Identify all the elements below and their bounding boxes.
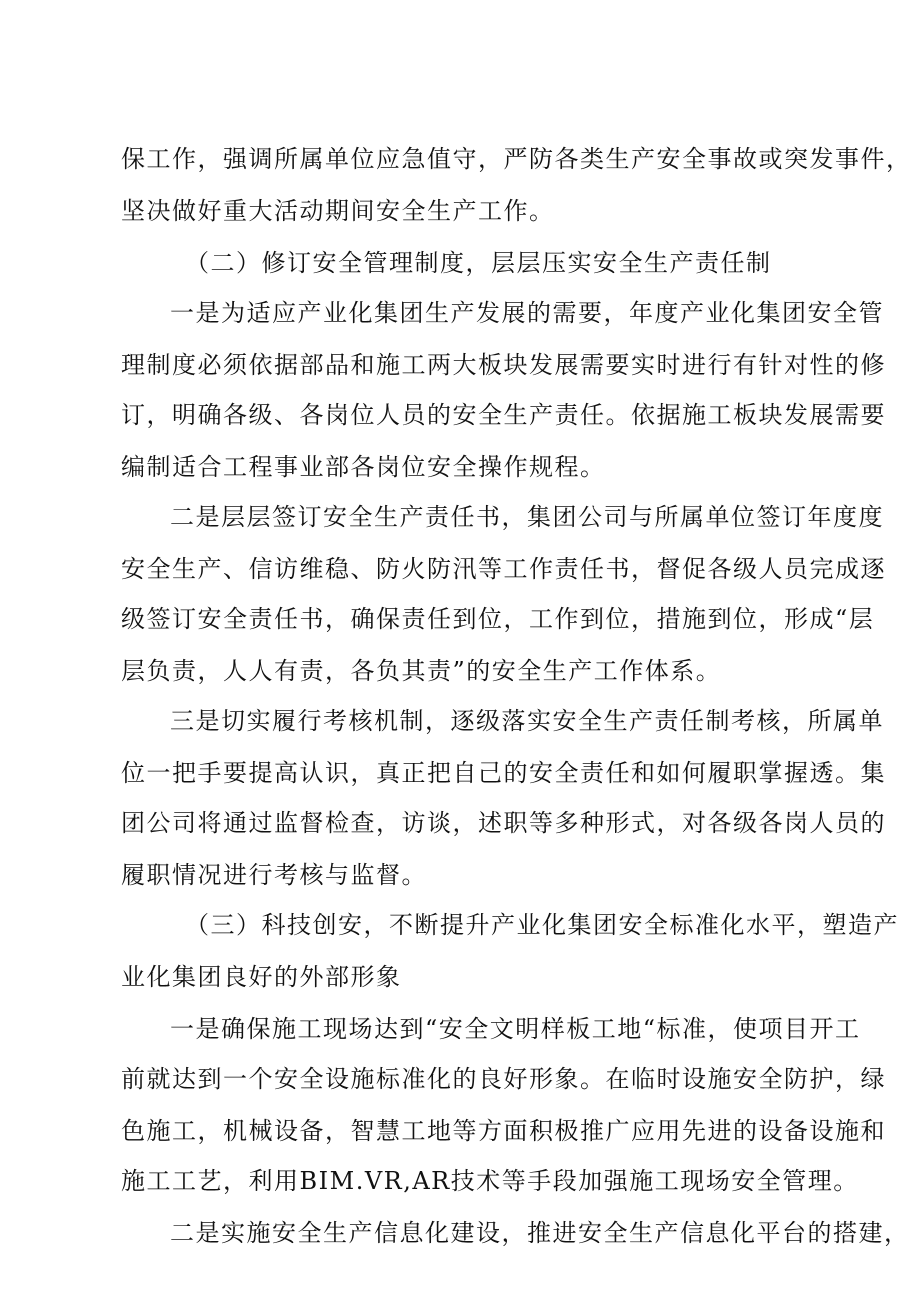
text-line-9: 安全生产、信访维稳、防火防汛等工作责任书，督促各级人员完成逐: [121, 555, 886, 583]
text-line-6: 订，明确各级、各岗位人员的安全生产责任。依据施工板块发展需要: [121, 401, 886, 429]
text-line-21: 施工工艺，利用BIM.VR,AR技术等手段加强施工现场安全管理。: [121, 1167, 859, 1195]
text-line-18: 一是确保施工现场达到“安全文明样板工地“标准，使项目开工: [170, 1015, 861, 1043]
section-heading-3: （三）科技创安，不断提升产业化集团安全标准化水平，塑造产: [185, 911, 899, 939]
text-line-19: 前就达到一个安全设施标准化的良好形象。在临时设施安全防护，绿: [121, 1065, 886, 1093]
text-line-4: 一是为适应产业化集团生产发展的需要，年度产业化集团安全管: [170, 299, 884, 327]
text-line-22: 二是实施安全生产信息化建设，推进安全生产信息化平台的搭建，: [170, 1219, 910, 1247]
text-line-14: 团公司将通过监督检查，访谈，述职等多种形式，对各级各岗人员的: [121, 809, 886, 837]
text-line-2: 坚决做好重大活动期间安全生产工作。: [121, 197, 555, 225]
text-line-7: 编制适合工程事业部各岗位安全操作规程。: [121, 453, 606, 481]
text-line-20: 色施工，机械设备，智慧工地等方面积极推广应用先进的设备设施和: [121, 1117, 886, 1145]
text-line-11: 层负责，人人有责，各负其责”的安全生产工作体系。: [121, 657, 722, 685]
text-line-17: 业化集团良好的外部形象: [121, 963, 402, 991]
text-line-10: 级签订安全责任书，确保责任到位，工作到位，措施到位，形成“层: [121, 605, 875, 633]
text-line-12: 三是切实履行考核机制，逐级落实安全生产责任制考核，所属单: [170, 707, 884, 735]
text-line-8: 二是层层签订安全生产责任书，集团公司与所属单位签订年度度: [170, 503, 884, 531]
section-heading-2: （二）修订安全管理制度，层层压实安全生产责任制: [185, 249, 772, 277]
text-line-15: 履职情况进行考核与监督。: [121, 861, 427, 889]
text-line-1: 保工作，强调所属单位应急值守，严防各类生产安全事故或突发事件，: [121, 145, 912, 173]
text-line-13: 位一把手要提高认识，真正把自己的安全责任和如何履职掌握透。集: [121, 759, 886, 787]
text-line-5: 理制度必须依据部品和施工两大板块发展需要实时进行有针对性的修: [121, 351, 886, 379]
